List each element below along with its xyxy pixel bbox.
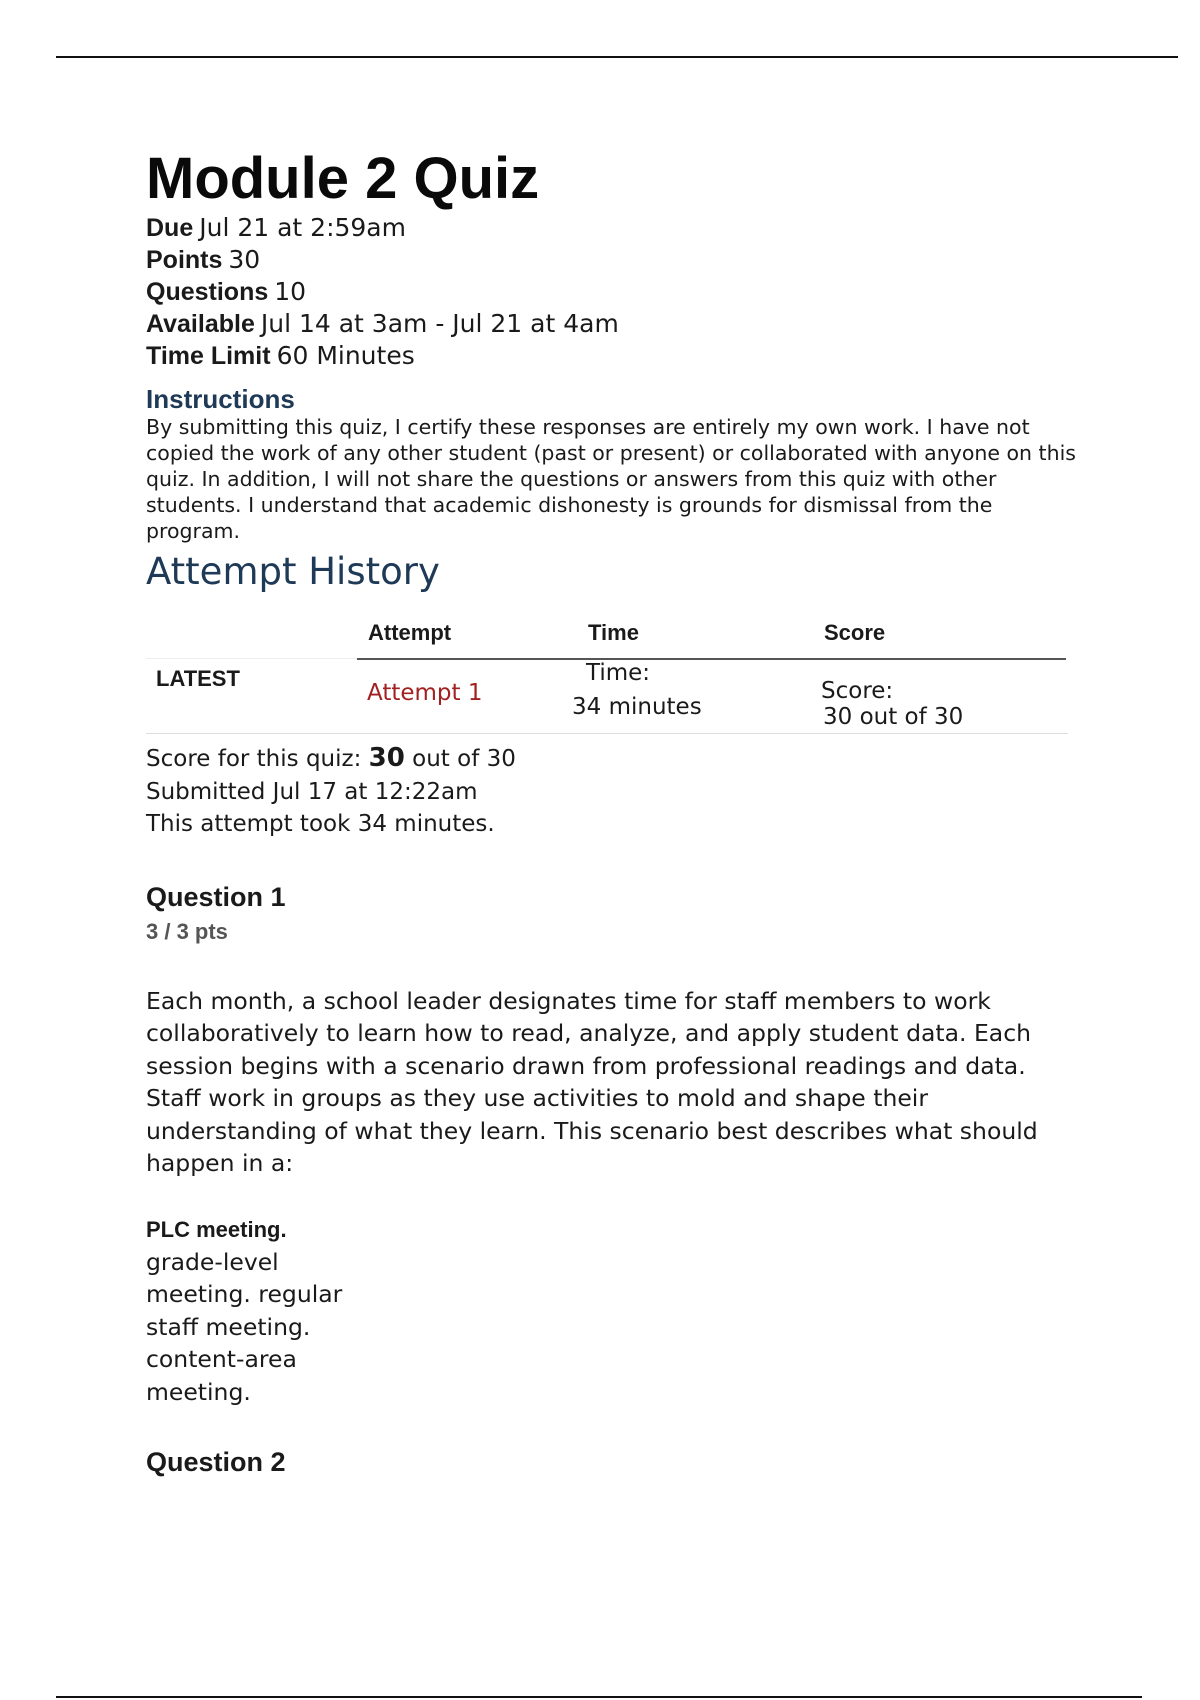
meta-label: Points [146,246,223,274]
summary-prefix: Score for this quiz: [146,746,369,772]
score-summary [146,742,526,841]
attempt-history-table [146,600,1068,742]
meta-value: Jul 21 at 2:59am [199,213,406,242]
question-1-points: 3 / 3 pts [146,918,228,944]
score-value: 30 out of 30 [823,704,964,730]
meta-points [146,244,1076,276]
meta-value: 30 [228,245,261,274]
meta-available [146,308,1076,340]
score-label: Score: [821,678,894,704]
table-divider [146,658,357,659]
meta-label: Due [146,214,194,242]
meta-questions [146,276,1076,308]
latest-tag: LATEST [156,666,240,691]
column-header-time: Time [588,620,639,645]
meta-due [146,212,1076,244]
attempt-history-heading: Attempt History [146,550,440,593]
quiz-details [146,212,1076,372]
other-answers: grade-level meeting. regular staff meeting. content-area meeting. [146,1247,343,1406]
correct-answer: PLC meeting. [146,1216,287,1242]
top-rule [56,56,1178,58]
meta-label: Time Limit [146,342,271,370]
question-1-heading: Question 1 [146,881,286,912]
quiz-page [146,146,1076,1478]
meta-time-limit [146,340,1076,372]
meta-value: 10 [274,277,307,306]
attempt-1-link[interactable]: Attempt 1 [367,680,483,706]
time-value: 34 minutes [572,694,702,720]
summary-score: 30 [368,743,405,773]
meta-label: Questions [146,278,269,306]
meta-value: 60 Minutes [276,341,415,370]
time-label: Time: [586,660,651,686]
question-1-answers [146,1214,366,1409]
table-header-divider [357,658,1066,660]
question-2-heading: Question 2 [146,1447,286,1477]
meta-label: Available [146,310,255,338]
bottom-rule [56,1696,1142,1698]
meta-value: Jul 14 at 3am - Jul 21 at 4am [260,309,619,338]
summary-rest: out of 30 Submitted Jul 17 at 12:22am This attempt took 34 minutes. [146,746,516,837]
column-header-score: Score [824,620,886,645]
question-1-text: Each month, a school leader designates time for staff members to work collaboratively to learn how to read, analyze, and apply student data. Each session begins with a scenario drawn from professional readings and data. Staff work in groups as they use activities to mold and shape their understanding of what they learn. This scenario best describes what should happen in a: [146,986,1038,1177]
instructions-heading: Instructions [146,384,295,414]
column-header-attempt: Attempt [368,620,452,645]
table-bottom-divider [146,733,1068,734]
instructions-text: By submitting this quiz, I certify these responses are entirely my own work. I have not copied the work of any other student (past or present) or collaborated with anyone on this quiz. In addition, I will not share the questions or answers from this quiz with other students. I understand that academic dishonesty is grounds for dismissal from the program. [146,415,1076,543]
page-title: Module 2 Quiz [146,146,540,211]
